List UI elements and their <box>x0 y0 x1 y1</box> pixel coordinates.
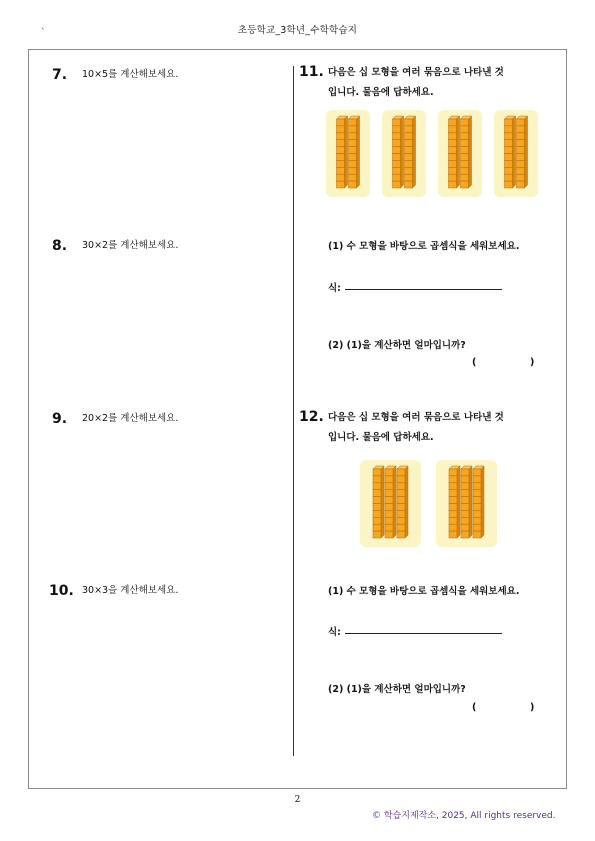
unit-cube <box>505 140 513 147</box>
unit-cube <box>373 524 381 531</box>
formula-answer-line[interactable] <box>345 632 502 634</box>
unit-cube <box>349 174 357 181</box>
copyright-notice: © 학습지제작소, 2025, All rights reserved. <box>372 811 556 821</box>
unit-cube <box>517 119 525 126</box>
unit-cube <box>373 469 381 476</box>
tens-group-card <box>326 110 370 197</box>
question-7 <box>52 64 179 83</box>
unit-cube <box>397 490 405 497</box>
question-11-num: 11. <box>299 64 324 80</box>
unit-cube <box>461 174 469 181</box>
unit-cube <box>337 181 345 188</box>
unit-cube <box>461 510 469 517</box>
tens-rod <box>473 466 484 538</box>
unit-cube <box>393 140 401 147</box>
question-number: 7. <box>52 67 68 83</box>
unit-cube <box>393 119 401 126</box>
tens-group-card <box>382 110 426 197</box>
unit-cube <box>349 181 357 188</box>
tens-rods-figure <box>360 460 421 547</box>
tens-rods-figure <box>326 110 370 197</box>
question-text: 30×3을 계산해보세요. <box>82 585 179 596</box>
question-number: 8. <box>52 238 68 254</box>
question-text: 20×2를 계산해보세요. <box>82 413 179 424</box>
unit-cube <box>373 483 381 490</box>
tens-group-card <box>360 460 421 547</box>
unit-cube <box>405 147 413 154</box>
unit-cube <box>461 167 469 174</box>
unit-cube <box>461 476 469 483</box>
question-text: 30×2를 계산해보세요. <box>82 240 179 251</box>
unit-cube <box>405 174 413 181</box>
unit-cube <box>449 524 457 531</box>
unit-cube <box>473 490 481 497</box>
unit-cube <box>373 490 381 497</box>
unit-cube <box>517 174 525 181</box>
unit-cube <box>337 126 345 133</box>
unit-cube <box>473 504 481 511</box>
question-10 <box>49 580 179 599</box>
unit-cube <box>337 167 345 174</box>
unit-cube <box>393 147 401 154</box>
unit-cube <box>461 517 469 524</box>
tens-group-card <box>494 110 538 197</box>
unit-cube <box>449 147 457 154</box>
formula-label: 식: <box>328 627 341 638</box>
tens-rod <box>449 466 460 538</box>
unit-cube <box>385 504 393 511</box>
unit-cube <box>449 160 457 167</box>
column-divider <box>293 66 294 756</box>
unit-cube <box>461 126 469 133</box>
unit-cube <box>337 160 345 167</box>
tens-rods-figure <box>382 110 426 197</box>
question-12-line2: 입니다. 물음에 답하세요. <box>328 432 434 443</box>
question-12-num: 12. <box>299 409 324 425</box>
unit-cube <box>449 504 457 511</box>
unit-cube <box>393 160 401 167</box>
unit-cube <box>373 504 381 511</box>
unit-cube <box>461 524 469 531</box>
unit-cube <box>373 531 381 538</box>
question-11-line2: 입니다. 물음에 답하세요. <box>328 87 434 98</box>
unit-cube <box>393 126 401 133</box>
answer-paren-close: ) <box>530 357 535 368</box>
tens-rod <box>393 116 404 188</box>
header-mark: ` <box>41 28 46 38</box>
unit-cube <box>449 167 457 174</box>
unit-cube <box>461 160 469 167</box>
tens-rod <box>373 466 384 538</box>
unit-cube <box>449 469 457 476</box>
unit-cube <box>505 160 513 167</box>
unit-cube <box>349 147 357 154</box>
unit-cube <box>449 119 457 126</box>
unit-cube <box>473 476 481 483</box>
unit-cube <box>349 154 357 161</box>
tens-rod <box>349 116 360 188</box>
unit-cube <box>473 483 481 490</box>
question-number: 9. <box>52 411 68 427</box>
unit-cube <box>505 126 513 133</box>
unit-cube <box>385 524 393 531</box>
tens-group-card <box>438 110 482 197</box>
question-12-sub2: (2) (1)을 계산하면 얼마입니까? <box>328 684 466 695</box>
unit-cube <box>461 497 469 504</box>
unit-cube <box>373 497 381 504</box>
tens-rod <box>337 116 348 188</box>
unit-cube <box>349 140 357 147</box>
unit-cube <box>405 140 413 147</box>
unit-cube <box>393 174 401 181</box>
unit-cube <box>449 133 457 140</box>
unit-cube <box>405 133 413 140</box>
unit-cube <box>337 147 345 154</box>
unit-cube <box>385 510 393 517</box>
page-number: 2 <box>294 795 301 805</box>
unit-cube <box>373 510 381 517</box>
unit-cube <box>473 469 481 476</box>
tens-rods-figure <box>438 110 482 197</box>
unit-cube <box>449 497 457 504</box>
unit-cube <box>337 174 345 181</box>
question-11-sub1: (1) 수 모형을 바탕으로 곱셈식을 세워보세요. <box>328 241 520 252</box>
page-header-title: 초등학교_3학년_수학학습지 <box>237 25 358 36</box>
question-12-line1: 다음은 십 모형을 여러 묶음으로 나타낸 것 <box>328 412 504 423</box>
unit-cube <box>397 469 405 476</box>
unit-cube <box>461 147 469 154</box>
unit-cube <box>337 133 345 140</box>
tens-rods-figure <box>494 110 538 197</box>
unit-cube <box>461 531 469 538</box>
unit-cube <box>449 483 457 490</box>
unit-cube <box>505 167 513 174</box>
tens-rod <box>385 466 396 538</box>
unit-cube <box>385 476 393 483</box>
unit-cube <box>405 126 413 133</box>
unit-cube <box>393 181 401 188</box>
formula-label: 식: <box>328 283 341 294</box>
unit-cube <box>385 517 393 524</box>
unit-cube <box>405 160 413 167</box>
unit-cube <box>405 154 413 161</box>
unit-cube <box>517 160 525 167</box>
unit-cube <box>449 126 457 133</box>
unit-cube <box>517 181 525 188</box>
unit-cube <box>449 140 457 147</box>
unit-cube <box>397 504 405 511</box>
unit-cube <box>373 517 381 524</box>
unit-cube <box>397 483 405 490</box>
unit-cube <box>393 154 401 161</box>
tens-rod <box>405 116 416 188</box>
unit-cube <box>385 483 393 490</box>
unit-cube <box>349 133 357 140</box>
unit-cube <box>349 126 357 133</box>
unit-cube <box>517 133 525 140</box>
unit-cube <box>337 119 345 126</box>
unit-cube <box>461 133 469 140</box>
unit-cube <box>397 524 405 531</box>
unit-cube <box>449 490 457 497</box>
question-12-sub1: (1) 수 모형을 바탕으로 곱셈식을 세워보세요. <box>328 586 520 597</box>
unit-cube <box>517 147 525 154</box>
unit-cube <box>473 497 481 504</box>
unit-cube <box>505 133 513 140</box>
unit-cube <box>461 504 469 511</box>
answer-paren-open: ( <box>472 357 477 368</box>
answer-paren-close: ) <box>530 702 535 713</box>
unit-cube <box>393 167 401 174</box>
unit-cube <box>473 510 481 517</box>
tens-rod <box>461 116 472 188</box>
unit-cube <box>385 497 393 504</box>
unit-cube <box>393 133 401 140</box>
unit-cube <box>349 160 357 167</box>
unit-cube <box>473 517 481 524</box>
unit-cube <box>473 531 481 538</box>
unit-cube <box>505 147 513 154</box>
unit-cube <box>405 181 413 188</box>
question-11-sub2: (2) (1)을 계산하면 얼마입니까? <box>328 340 466 351</box>
unit-cube <box>473 524 481 531</box>
unit-cube <box>385 490 393 497</box>
tens-rods-figure <box>436 460 497 547</box>
answer-paren-open: ( <box>472 702 477 713</box>
unit-cube <box>461 490 469 497</box>
unit-cube <box>461 483 469 490</box>
unit-cube <box>505 174 513 181</box>
unit-cube <box>517 126 525 133</box>
unit-cube <box>517 154 525 161</box>
unit-cube <box>337 154 345 161</box>
unit-cube <box>405 119 413 126</box>
question-9 <box>52 408 179 427</box>
unit-cube <box>449 174 457 181</box>
tens-rod <box>517 116 528 188</box>
unit-cube <box>397 510 405 517</box>
tens-group-card <box>436 460 497 547</box>
unit-cube <box>449 531 457 538</box>
unit-cube <box>373 476 381 483</box>
unit-cube <box>461 181 469 188</box>
unit-cube <box>461 154 469 161</box>
unit-cube <box>461 119 469 126</box>
formula-answer-line[interactable] <box>345 288 502 290</box>
question-text: 10×5를 계산해보세요. <box>82 69 179 80</box>
question-8 <box>52 235 179 254</box>
unit-cube <box>461 140 469 147</box>
unit-cube <box>449 181 457 188</box>
question-12-formula <box>328 624 502 638</box>
unit-cube <box>449 517 457 524</box>
unit-cube <box>449 154 457 161</box>
tens-rod <box>397 466 408 538</box>
unit-cube <box>461 469 469 476</box>
unit-cube <box>397 531 405 538</box>
unit-cube <box>517 140 525 147</box>
unit-cube <box>505 154 513 161</box>
unit-cube <box>397 476 405 483</box>
unit-cube <box>397 497 405 504</box>
tens-rod <box>461 466 472 538</box>
unit-cube <box>385 531 393 538</box>
unit-cube <box>517 167 525 174</box>
unit-cube <box>405 167 413 174</box>
question-11-line1: 다음은 십 모형을 여러 묶음으로 나타낸 것 <box>328 67 504 78</box>
unit-cube <box>449 510 457 517</box>
unit-cube <box>349 167 357 174</box>
unit-cube <box>337 140 345 147</box>
unit-cube <box>397 517 405 524</box>
unit-cube <box>349 119 357 126</box>
tens-rod <box>505 116 516 188</box>
question-11-formula <box>328 280 502 294</box>
unit-cube <box>449 476 457 483</box>
question-number: 10. <box>49 583 74 599</box>
unit-cube <box>505 181 513 188</box>
tens-rod <box>449 116 460 188</box>
unit-cube <box>385 469 393 476</box>
unit-cube <box>505 119 513 126</box>
